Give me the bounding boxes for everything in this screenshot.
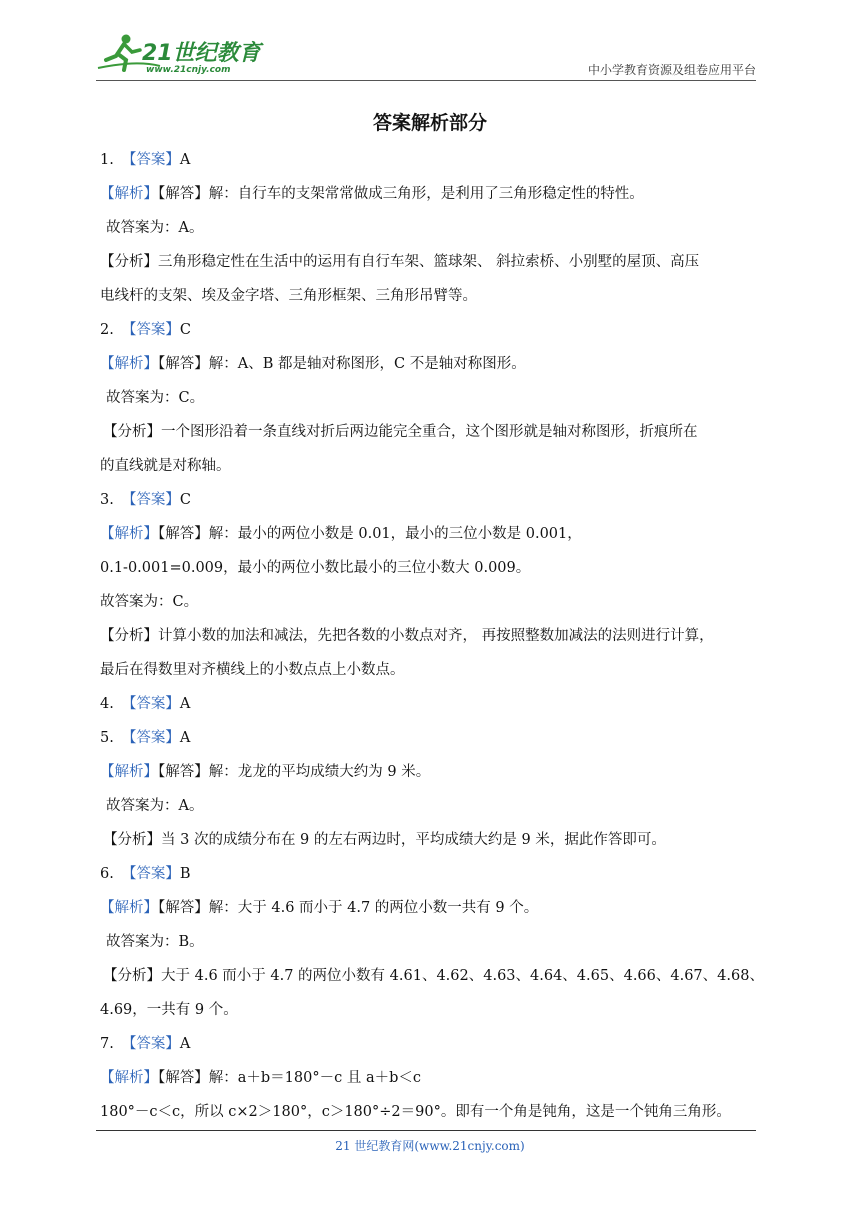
q1-fenxi-cont: 电线杆的支架、埃及金字塔、三角形框架、三角形吊臂等。 [100, 288, 477, 304]
q1-jieda-line: 【解析】【解答】解：自行车的支架常常做成三角形，是利用了三角形稳定性的特性。 [100, 186, 644, 202]
q7-answer-line: 7. 【答案】A [100, 1036, 191, 1052]
q3-fenxi-line: 【分析】计算小数的加法和减法，先把各数的小数点对齐， 再按照整数加减法的法则进行计算， [100, 628, 714, 644]
q5-fenxi-line: 【分析】当 3 次的成绩分布在 9 的左右两边时，平均成绩大约是 9 米，据此作答即可。 [103, 832, 666, 848]
q5-answer-line: 5. 【答案】A [100, 730, 191, 746]
footer-divider [96, 1130, 756, 1131]
q1-conclusion: 故答案为：A。 [106, 220, 204, 236]
q6-fenxi-line: 【分析】大于 4.6 而小于 4.7 的两位小数有 4.61、4.62、4.63、4.64、4.65、4.66、4.67、4.68、 [103, 968, 764, 984]
site-logo [96, 30, 276, 76]
page-header [96, 30, 756, 80]
q6-jieda-line: 【解析】【解答】解：大于 4.6 而小于 4.7 的两位小数一共有 9 个。 [100, 900, 539, 916]
q2-fenxi-line: 【分析】一个图形沿着一条直线对折后两边能完全重合，这个图形就是轴对称图形，折痕所在 [103, 424, 698, 440]
q1-answer-line: 1. 【答案】A [100, 152, 191, 168]
q2-jieda-line: 【解析】【解答】解：A、B 都是轴对称图形，C 不是轴对称图形。 [100, 356, 526, 372]
page-footer[interactable]: 21 世纪教育网(www.21cnjy.com) [335, 1139, 525, 1153]
svg-text:www.21cnjy.com: www.21cnjy.com [146, 65, 231, 75]
q7-jieda-cont: 180°－c＜c，所以 c×2＞180°，c＞180°÷2＝90°。即有一个角是钝角，这是一个钝角三角形。 [100, 1104, 731, 1120]
q6-fenxi-cont: 4.69，一共有 9 个。 [100, 1002, 238, 1018]
q1-fenxi-line: 【分析】三角形稳定性在生活中的运用有自行车架、篮球架、 斜拉索桥、小别墅的屋顶、高压 [100, 254, 700, 270]
q5-jieda-line: 【解析】【解答】解：龙龙的平均成绩大约为 9 米。 [100, 764, 431, 780]
q6-conclusion: 故答案为：B。 [106, 934, 204, 950]
q4-answer-line: 4. 【答案】A [100, 696, 191, 712]
q3-conclusion: 故答案为：C。 [100, 594, 199, 610]
q2-answer-line: 2. 【答案】C [100, 322, 191, 338]
q6-answer-line: 6. 【答案】B [100, 866, 191, 882]
q2-fenxi-cont: 的直线就是对称轴。 [100, 458, 231, 474]
q3-jieda-cont: 0.1-0.001=0.009，最小的两位小数比最小的三位小数大 0.009。 [100, 560, 531, 576]
header-platform-name: 中小学教育资源及组卷应用平台 [587, 63, 756, 77]
header-divider [96, 80, 756, 81]
svg-text:21世纪教育: 21世纪教育 [142, 41, 261, 66]
q5-conclusion: 故答案为：A。 [106, 798, 204, 814]
page-title: 答案解析部分 [372, 112, 487, 134]
q2-conclusion: 故答案为：C。 [106, 390, 205, 406]
q3-fenxi-cont: 最后在得数里对齐横线上的小数点点上小数点。 [100, 662, 405, 678]
q7-jieda-line: 【解析】【解答】解：a＋b＝180°－c 且 a＋b＜c [100, 1070, 421, 1086]
answer-content [100, 148, 764, 1134]
q3-jieda-line: 【解析】【解答】解：最小的两位小数是 0.01，最小的三位小数是 0.001， [100, 526, 582, 542]
q3-answer-line: 3. 【答案】C [100, 492, 191, 508]
